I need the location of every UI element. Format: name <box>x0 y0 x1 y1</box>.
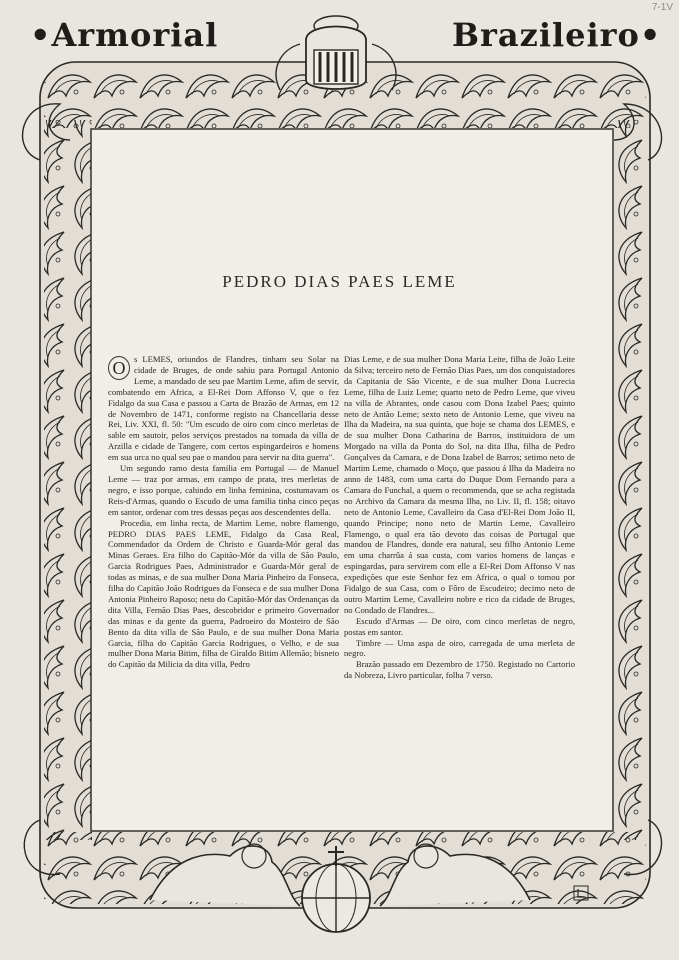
paragraph-1-text: s LEMES, oriundos de Flandres, tinham seu Solar na cidade de Bruges, de onde sahiu para Portugal Antonio Leme, a mandado de seu pae Martim Leme, afim de servir, combatendo em Africa, a El-Rei Dom Affonso V, que o fez Fidalgo da sua Casa e passou a Carta de Brazão de Armas, em 12 de Novembro de 1471, conforme registo na Chancellaria desse Rei, Liv. XXI, fl. 50: "Um escudo de oiro com cinco merletas de sable em sautoir, pelos serviços prestados na tomada da villa de Arzilla e cidade de Tangere, com certos espingardeiros e homens em sua urca no qual seu pae o mandou para servir na dita guerra". <box>108 354 339 463</box>
timbre-paragraph: Timbre — Uma aspa de oiro, carregada de uma merleta de negro. <box>344 637 575 659</box>
masthead-right-word: Brazileiro• <box>452 16 662 54</box>
paragraph-2: Um segundo ramo desta familia em Portugal — de Manuel Leme — traz por armas, em campo de prata, tres merletas de negro, e isso porque, cahindo em linha feminina, costumavam os Reis-d'Armas, quando o Escudo de uma familia tinha cinco peças em santor, ordenar com tres dessas peças aos descendentes della. <box>108 463 339 517</box>
paragraph-1 <box>108 354 339 463</box>
brazao-paragraph: Brazão passado em Dezembro de 1750. Registado no Cartorio da Nobreza, Livro particular, folha 7 verso. <box>344 659 575 681</box>
right-column <box>344 354 575 681</box>
left-column <box>108 354 339 670</box>
masthead-left-word: •Armorial <box>30 16 219 54</box>
article-title: PEDRO DIAS PAES LEME <box>222 272 457 291</box>
drop-cap: O <box>108 356 130 380</box>
paragraph-3: Procedia, em linha recta, de Martim Leme, nobre flamengo, PEDRO DIAS PAES LEME, Fidalgo da Casa Real, Commendador da Ordem de Christo e Guarda-Mór geral das Minas Geraes. Era filho do Capitão-Mór da villa de São Paulo, Garcia Rodrigues Paes, Administrador e Guarda-Mór geral de todas as minas, e de sua mulher Dona Maria Pinheiro da Fonseca, filha do Capitão João Rodrigues da Fonseca e de sua mulher Dona Antonia Pinheiro Raposo; neto do Capitão-Mór das Ordenanças da dita Villa, Fernão Dias Paes, descobridor e primeiro Governador das minas e da gente da guerra, Padroeiro do Mosteiro de São Bento da dita villa de São Paulo, e de sua mulher Dona Maria Garcia, filha do Capitão Garcia Rodrigues, o Velho, e de sua mulher Dona Maria Bitim, filha de Giraldo Bitim Allemão; bisneto do Capitão da Milicia da dita villa, Pedro <box>108 517 339 670</box>
escudo-paragraph: Escudo d'Armas — De oiro, com cinco merletas de negro, postas em santor. <box>344 615 575 637</box>
paragraph-4: Dias Leme, e de sua mulher Dona Maria Leite, filha de João Leite da Silva; terceiro neto de Fernão Dias Paes, um dos conquistadores da Capitania de São Vicente, e de sua mulher Dona Lucrecia Leme, filha de Luiz Leme; quarto neto de Pedro Leme, que viveu na villa de Abrantes, onde casou com Dona Izabel Paes; quinto neto de Antão Leme; sexto neto de Antonio Leme, que viveu na Ilha da Madeira, na sua quinta, que hoje se chama dos LEMES, e de sua mulher Dona Catharina de Barros, instituidora de um Morgado na villa da Ponta do Sol, na dita Ilha, filha de Pedro Gonçalves da Camara, e de Dona Izabel de Barros; setimo neto de Martim Leme, chamado o Moço, que passou á Ilha da Madeira no anno de 1483, com uma carta do Duque Dom Fernando para a Camara do Funchal, a quem o recommenda, que se acha registada no Archivo da Camara da mesma Ilha, no Liv. II, fl. 158; oitavo neto de Antonio Leme, Cavalleiro da Casa d'El-Rei Dom João II, quando Principe; nono neto de Martin Leme, Cavalleiro Flamengo, o qual era tão devoto das coisas de Portugal que mandou de Flandres, donde era natural, seu filho Antonio Leme em uma charrûa á sua custa, com varios homens de lanças e espingardas, para servirem com elle a El-Rei Dom Affonso V nas expedições que este Senhor fez em Africa, o qual o tomou por Fidalgo de sua Casa, com o Fôro de Escudeiro; decimo neto de outro Martim Leme, Cavalleiro nobre e rico da cidade de Bruges, no Condado de Flandres... <box>344 354 575 615</box>
corner-annotation: 7-1V <box>651 2 673 13</box>
